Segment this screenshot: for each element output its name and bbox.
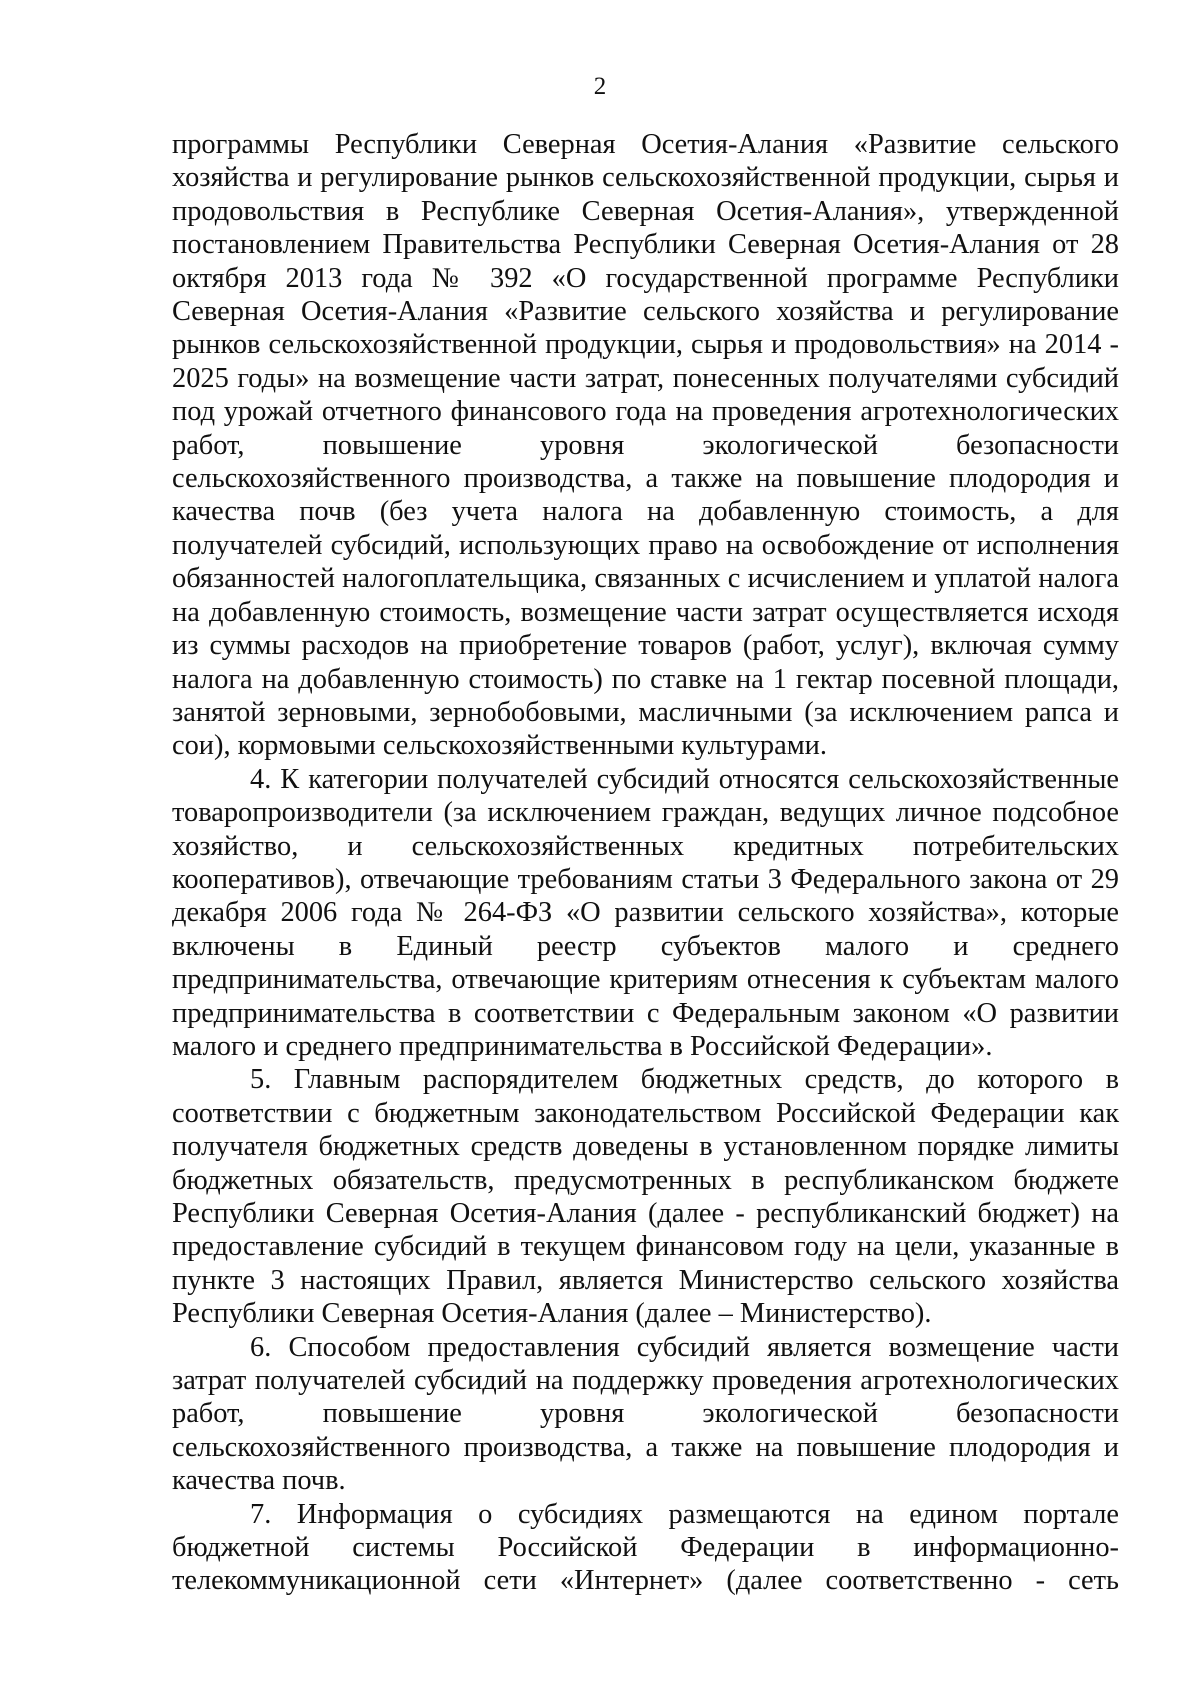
paragraph-4: 4. К категории получателей субсидий относятся сельскохозяйственные товаропроизводители (за исключением граждан, ведущих личное подсобное хозяйство, и сельскохозяйственных кредитных потребительских кооперативов), отвечающие требованиям статьи 3 Федерального закона от 29 декабря 2006 года № 264-ФЗ «О развитии сельского хозяйства», которые включены в Единый реестр субъектов малого и среднего предпринимательства, отвечающие критериям отнесения к субъектам малого предпринимательства в соответствии с Федеральным законом «О развитии малого и среднего предпринимательства в Российской Федерации». <box>172 763 1119 1062</box>
document-body <box>172 128 1119 1598</box>
paragraph-3-continued: программы Республики Северная Осетия-Алания «Развитие сельского хозяйства и регулирование рынков сельскохозяйственной продукции, сырья и продовольствия в Республике Северная Осетия-Алания», утвержденной постановлением Правительства Республики Северная Осетия-Алания от 28 октября 2013 года № 392 «О государственной программе Республики Северная Осетия-Алания «Развитие сельского хозяйства и регулирование рынков сельскохозяйственной продукции, сырья и продовольствия» на 2014 - 2025 годы» на возмещение части затрат, понесенных получателями субсидий под урожай отчетного финансового года на проведения агротехнологических работ, повышение уровня экологической безопасности сельскохозяйственного производства, а также на повышение плодородия и качества почв (без учета налога на добавленную стоимость, а для получателей субсидий, использующих право на освобождение от исполнения обязанностей налогоплательщика, связанных с исчислением и уплатой налога на добавленную стоимость, возмещение части затрат осуществляется исходя из суммы расходов на приобретение товаров (работ, услуг), включая сумму налога на добавленную стоимость) по ставке на 1 гектар посевной площади, занятой зерновыми, зернобобовыми, масличными (за исключением рапса и сои), кормовыми сельскохозяйственными культурами. <box>172 129 1119 762</box>
page-number: 2 <box>593 73 607 100</box>
paragraph-6: 6. Способом предоставления субсидий является возмещение части затрат получателей субсидий на поддержку проведения агротехнологических работ, повышение уровня экологической безопасности сельскохозяйственного производства, а также на повышение плодородия и качества почв. <box>172 1331 1119 1497</box>
paragraph-7: 7. Информация о субсидиях размещаются на едином портале бюджетной системы Российской Федерации в информационно-телекоммуникационной сети «Интернет» (далее соответственно - сеть <box>172 1498 1119 1597</box>
paragraph-5: 5. Главным распорядителем бюджетных средств, до которого в соответствии с бюджетным законодательством Российской Федерации как получателя бюджетных средств доведены в установленном порядке лимиты бюджетных обязательств, предусмотренных в республиканском бюджете Республики Северная Осетия-Алания (далее - республиканский бюджет) на предоставление субсидий в текущем финансовом году на цели, указанные в пункте 3 настоящих Правил, является Министерство сельского хозяйства Республики Северная Осетия-Алания (далее – Министерство). <box>172 1064 1119 1330</box>
